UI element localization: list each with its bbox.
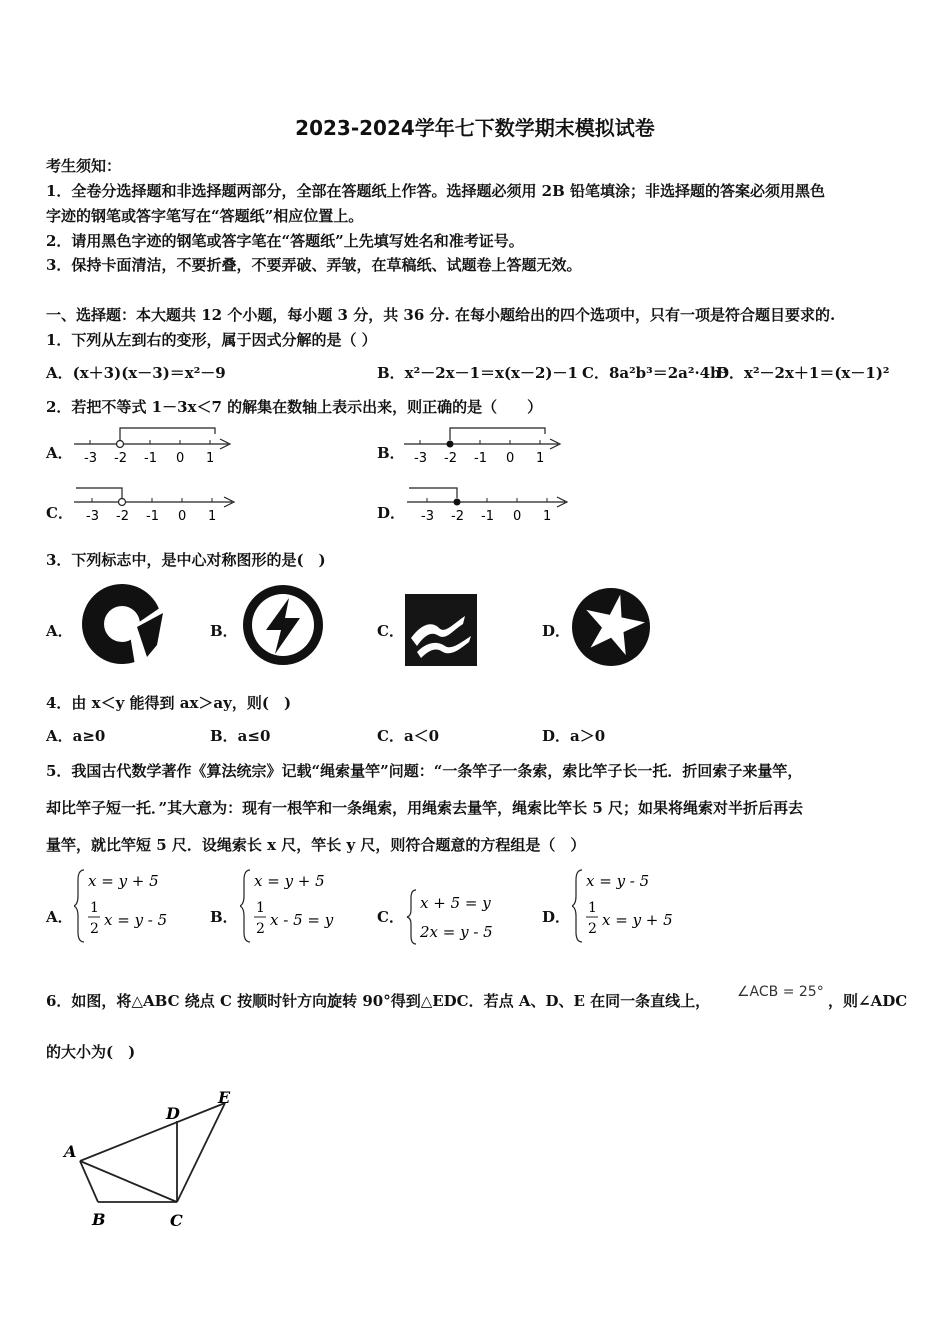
q3-label-a: A． — [46, 622, 73, 640]
svg-text:0: 0 — [176, 451, 185, 466]
q1-option-a: A．(x＋3)(x－3)＝x²－9 — [46, 364, 226, 382]
q5-line-3: 量竿，就比竿短 5 尺．设绳索长 x 尺，竿长 y 尺，则符合题意的方程组是（ ） — [46, 836, 586, 854]
svg-text:1: 1 — [543, 509, 552, 524]
q5-label-d: D． — [542, 908, 571, 926]
svg-text:-1: -1 — [144, 451, 157, 466]
q4-option-a: A．a≥0 — [46, 727, 106, 745]
triangle-figure — [60, 1085, 250, 1235]
svg-text:0: 0 — [506, 451, 515, 466]
q2-label-d: D． — [377, 504, 406, 522]
svg-text:-1: -1 — [146, 509, 159, 524]
q6-line-2: 的大小为( ) — [46, 1043, 136, 1061]
q5-system-a — [74, 866, 184, 946]
svg-text:2: 2 — [90, 921, 99, 937]
q5-system-d — [572, 866, 682, 946]
svg-text:-3: -3 — [84, 451, 97, 466]
svg-text:x = y + 5: x = y + 5 — [88, 872, 159, 890]
q5-line-2: 却比竿子短一托．”其大意为：现有一根竿和一条绳索，用绳索去量竿，绳索比竿长 5 尺；如果将绳索对半折后再去 — [46, 799, 804, 817]
lightning-bolt-icon — [242, 584, 324, 666]
star-logo-icon — [570, 586, 652, 668]
point-label-e: E — [218, 1088, 231, 1107]
point-label-d: D — [166, 1104, 180, 1123]
page-title: 2023-2024学年七下数学期末模拟试卷 — [295, 116, 655, 140]
section-heading: 一、选择题：本大题共 12 个小题，每小题 3 分，共 36 分. 在每小题给出的四个选项中，只有一项是符合题目要求的. — [46, 306, 836, 324]
point-label-c: C — [170, 1211, 183, 1230]
q2-number-line-d — [403, 484, 573, 530]
svg-text:2: 2 — [256, 921, 265, 937]
svg-text:1: 1 — [588, 900, 597, 916]
q5-system-c — [406, 886, 516, 948]
svg-text:0: 0 — [513, 509, 522, 524]
svg-text:x = y - 5: x = y - 5 — [586, 872, 650, 890]
svg-text:x = y - 5: x = y - 5 — [104, 911, 168, 929]
svg-text:-2: -2 — [114, 451, 127, 466]
point-label-b: B — [92, 1210, 106, 1229]
svg-text:-3: -3 — [421, 509, 434, 524]
svg-text:-2: -2 — [116, 509, 129, 524]
notice-heading: 考生须知： — [46, 157, 122, 175]
svg-text:-2: -2 — [451, 509, 464, 524]
q1-option-b: B．x²－2x－1＝x(x－2)－1 — [377, 364, 578, 382]
q6-angle-expression: ∠ACB = 25° — [737, 984, 824, 1000]
svg-text:2x = y - 5: 2x = y - 5 — [420, 923, 493, 941]
svg-text:-1: -1 — [481, 509, 494, 524]
square-wave-logo-icon — [405, 594, 477, 666]
q3-label-b: B． — [210, 622, 238, 640]
q2-number-line-b — [400, 424, 570, 470]
svg-text:1: 1 — [256, 900, 265, 916]
q2-stem: 2．若把不等式 1－3x＜7 的解集在数轴上表示出来，则正确的是（ ） — [46, 398, 543, 416]
q4-option-b: B．a≤0 — [210, 727, 271, 745]
q5-label-c: C． — [377, 908, 404, 926]
q2-label-a: A． — [46, 444, 73, 462]
notice-line-1b: 字迹的钢笔或答字笔写在“答题纸”相应位置上。 — [46, 207, 364, 225]
notice-line-2: 2．请用黑色字迹的钢笔或答字笔在“答题纸”上先填写姓名和准考证号。 — [46, 232, 524, 250]
q1-option-c: C．8a²b³＝2a²·4b³ — [582, 364, 728, 382]
q4-stem: 4．由 x＜y 能得到 ax＞ay，则( ) — [46, 694, 292, 712]
point-label-a: A — [64, 1142, 77, 1161]
svg-text:2: 2 — [588, 921, 597, 937]
svg-text:-2: -2 — [444, 451, 457, 466]
q1-option-d: D．x²－2x＋1＝(x－1)² — [716, 364, 890, 382]
svg-text:1: 1 — [206, 451, 215, 466]
svg-text:x - 5 = y: x - 5 = y — [270, 911, 334, 929]
q5-label-a: A． — [46, 908, 73, 926]
svg-text:x = y + 5: x = y + 5 — [254, 872, 325, 890]
q2-number-line-c — [70, 484, 240, 530]
q3-label-d: D． — [542, 622, 571, 640]
svg-text:-3: -3 — [414, 451, 427, 466]
notice-line-3: 3．保持卡面清洁，不要折叠，不要弄破、弄皱，在草稿纸、试题卷上答题无效。 — [46, 256, 582, 274]
q6-line-1b: ，则∠ADC — [828, 992, 908, 1010]
svg-text:0: 0 — [178, 509, 187, 524]
q5-system-b — [240, 866, 350, 946]
q3-stem: 3．下列标志中，是中心对称图形的是( ) — [46, 551, 326, 569]
q2-number-line-a — [70, 424, 240, 470]
q2-label-b: B． — [377, 444, 405, 462]
q3-label-c: C． — [377, 622, 404, 640]
q4-option-d: D．a＞0 — [542, 727, 606, 745]
svg-text:1: 1 — [90, 900, 99, 916]
notice-line-1a: 1．全卷分选择题和非选择题两部分，全部在答题纸上作答。选择题必须用 2B 铅笔填涂；非选择题的答案必须用黑色 — [46, 182, 826, 200]
q4-option-c: C．a＜0 — [377, 727, 440, 745]
svg-text:-1: -1 — [474, 451, 487, 466]
svg-text:x + 5 = y: x + 5 = y — [420, 894, 491, 912]
logo-ring-icon — [77, 583, 167, 665]
svg-text:x = y + 5: x = y + 5 — [602, 911, 673, 929]
q5-line-1: 5．我国古代数学著作《算法统宗》记载“绳索量竿”问题：“一条竿子一条索，索比竿子长一托．折回索子来量竿， — [46, 762, 803, 780]
q2-label-c: C． — [46, 504, 73, 522]
q6-line-1: 6．如图，将△ABC 绕点 C 按顺时针方向旋转 90°得到△EDC．若点 A、D、E 在同一条直线上， — [46, 992, 711, 1010]
q1-stem: 1．下列从左到右的变形，属于因式分解的是（ ） — [46, 331, 377, 349]
svg-text:1: 1 — [208, 509, 217, 524]
svg-text:-3: -3 — [86, 509, 99, 524]
svg-text:1: 1 — [536, 451, 545, 466]
q5-label-b: B． — [210, 908, 238, 926]
